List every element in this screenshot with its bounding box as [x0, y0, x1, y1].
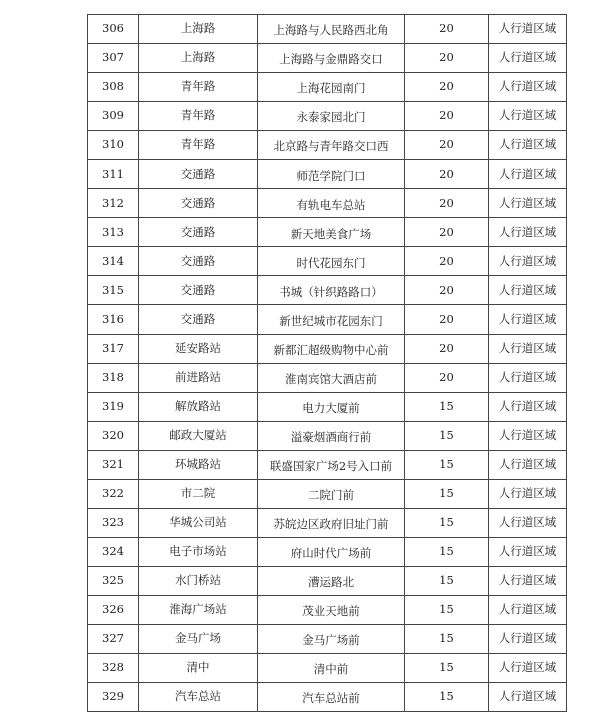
road-name-cell — [139, 363, 258, 392]
row-number-cell-text: 324 — [102, 544, 124, 559]
location-cell-text: 二院门前 — [308, 488, 354, 503]
count-cell-text: 20 — [439, 340, 454, 355]
road-name-cell-text: 交通路 — [180, 253, 216, 268]
count-cell — [405, 276, 489, 305]
road-name-cell-text: 市二院 — [180, 486, 216, 501]
location-cell — [258, 276, 405, 305]
table-row — [88, 44, 567, 73]
location-cell-text: 北京路与青年路交口西 — [273, 139, 389, 154]
area-cell — [489, 363, 567, 392]
location-cell-text: 书城（针织路路口） — [279, 284, 383, 299]
count-cell — [405, 537, 489, 566]
table-row — [88, 537, 567, 566]
area-cell-text: 人行道区域 — [498, 282, 557, 297]
row-number-cell — [88, 15, 139, 44]
location-cell — [258, 247, 405, 276]
row-number-cell — [88, 44, 139, 73]
area-cell — [489, 654, 567, 683]
location-cell — [258, 44, 405, 73]
area-cell-text: 人行道区域 — [498, 427, 557, 442]
table-body — [88, 15, 567, 712]
table-row — [88, 654, 567, 683]
road-name-cell-text: 交通路 — [180, 224, 216, 239]
road-name-cell-text: 淮海广场站 — [169, 602, 227, 617]
road-name-cell — [139, 334, 258, 363]
count-cell — [405, 334, 489, 363]
road-name-cell-text: 交通路 — [180, 195, 216, 210]
count-cell-text: 15 — [439, 602, 454, 617]
row-number-cell — [88, 334, 139, 363]
location-cell-text: 府山时代广场前 — [290, 546, 372, 561]
row-number-cell-text: 322 — [102, 486, 124, 501]
row-number-cell — [88, 305, 139, 334]
table-row — [88, 392, 567, 421]
row-number-cell-text: 325 — [102, 573, 124, 588]
row-number-cell-text: 321 — [102, 456, 124, 471]
location-cell — [258, 218, 405, 247]
row-number-cell-text: 309 — [102, 108, 124, 123]
count-cell-text: 15 — [439, 398, 454, 413]
row-number-cell — [88, 654, 139, 683]
location-cell-text: 新都汇超级购物中心前 — [273, 342, 389, 357]
road-name-cell — [139, 160, 258, 189]
row-number-cell-text: 327 — [102, 631, 124, 646]
table-row — [88, 566, 567, 595]
road-name-cell-text: 汽车总站 — [175, 689, 221, 704]
row-number-cell-text: 306 — [102, 21, 124, 36]
row-number-cell — [88, 247, 139, 276]
count-cell-text: 15 — [439, 515, 454, 530]
location-cell — [258, 421, 405, 450]
location-cell — [258, 654, 405, 683]
count-cell-text: 15 — [439, 689, 454, 704]
row-number-cell — [88, 131, 139, 160]
area-cell-text: 人行道区域 — [498, 456, 557, 471]
area-cell-text: 人行道区域 — [498, 224, 557, 239]
count-cell-text: 20 — [439, 195, 454, 210]
count-cell — [405, 189, 489, 218]
count-cell — [405, 624, 489, 653]
row-number-cell-text: 316 — [102, 311, 124, 326]
area-cell — [489, 508, 567, 537]
road-name-cell-text: 电子市场站 — [169, 544, 227, 559]
row-number-cell — [88, 363, 139, 392]
road-name-cell-text: 延安路站 — [175, 340, 221, 355]
row-number-cell — [88, 160, 139, 189]
row-number-cell — [88, 392, 139, 421]
row-number-cell — [88, 218, 139, 247]
location-cell-text: 淮南宾馆大酒店前 — [285, 371, 377, 386]
area-cell — [489, 479, 567, 508]
area-cell-text: 人行道区域 — [498, 21, 557, 36]
table-row — [88, 683, 567, 712]
road-name-cell-text: 青年路 — [180, 79, 216, 94]
count-cell — [405, 450, 489, 479]
count-cell — [405, 73, 489, 102]
area-cell-text: 人行道区域 — [498, 195, 557, 210]
row-number-cell-text: 307 — [102, 50, 124, 65]
location-cell — [258, 73, 405, 102]
location-cell-text: 联盛国家广场2号入口前 — [269, 458, 393, 473]
road-name-cell-text: 交通路 — [180, 166, 216, 181]
table-row — [88, 508, 567, 537]
row-number-cell — [88, 508, 139, 537]
count-cell — [405, 595, 489, 624]
location-cell — [258, 566, 405, 595]
row-number-cell-text: 323 — [102, 515, 124, 530]
row-number-cell-text: 314 — [102, 253, 124, 268]
road-name-cell — [139, 654, 258, 683]
location-cell — [258, 683, 405, 712]
table-row — [88, 102, 567, 131]
area-cell — [489, 131, 567, 160]
location-cell-text: 有轨电车总站 — [296, 197, 366, 212]
table-row — [88, 189, 567, 218]
table-row — [88, 218, 567, 247]
area-cell-text: 人行道区域 — [498, 340, 557, 355]
location-cell-text: 上海路与人民路西北角 — [273, 23, 389, 38]
row-number-cell-text: 326 — [102, 602, 124, 617]
row-number-cell — [88, 421, 139, 450]
row-number-cell-text: 310 — [102, 137, 124, 152]
area-cell-text: 人行道区域 — [498, 689, 557, 704]
area-cell — [489, 683, 567, 712]
area-cell — [489, 624, 567, 653]
count-cell-text: 20 — [439, 253, 454, 268]
area-cell — [489, 73, 567, 102]
row-number-cell — [88, 595, 139, 624]
road-name-cell-text: 环城路站 — [175, 456, 221, 471]
road-name-cell — [139, 537, 258, 566]
table-row — [88, 276, 567, 305]
area-cell — [489, 102, 567, 131]
area-cell-text: 人行道区域 — [498, 660, 557, 675]
count-cell — [405, 102, 489, 131]
bike-parking-table — [87, 14, 567, 712]
area-cell-text: 人行道区域 — [498, 311, 557, 326]
area-cell-text: 人行道区域 — [498, 369, 557, 384]
count-cell-text: 20 — [439, 311, 454, 326]
road-name-cell — [139, 392, 258, 421]
road-name-cell-text: 前进路站 — [175, 369, 221, 384]
road-name-cell-text: 交通路 — [180, 311, 216, 326]
location-cell — [258, 160, 405, 189]
area-cell — [489, 334, 567, 363]
road-name-cell — [139, 479, 258, 508]
count-cell — [405, 247, 489, 276]
row-number-cell-text: 318 — [102, 369, 124, 384]
area-cell-text: 人行道区域 — [498, 631, 557, 646]
location-cell-text: 金马广场前 — [302, 633, 360, 648]
row-number-cell-text: 315 — [102, 282, 124, 297]
road-name-cell — [139, 595, 258, 624]
road-name-cell — [139, 189, 258, 218]
count-cell-text: 20 — [439, 369, 454, 384]
table-row — [88, 131, 567, 160]
table-row — [88, 160, 567, 189]
road-name-cell — [139, 131, 258, 160]
area-cell-text: 人行道区域 — [498, 486, 557, 501]
area-cell — [489, 189, 567, 218]
row-number-cell — [88, 537, 139, 566]
location-cell-text: 新世纪城市花园东门 — [279, 313, 383, 328]
area-cell-text: 人行道区域 — [498, 166, 557, 181]
location-cell — [258, 305, 405, 334]
road-name-cell — [139, 305, 258, 334]
location-cell — [258, 102, 405, 131]
table-row — [88, 595, 567, 624]
location-cell — [258, 595, 405, 624]
row-number-cell — [88, 479, 139, 508]
count-cell — [405, 392, 489, 421]
row-number-cell — [88, 73, 139, 102]
count-cell — [405, 305, 489, 334]
row-number-cell — [88, 276, 139, 305]
count-cell — [405, 160, 489, 189]
location-cell-text: 上海路与金鼎路交口 — [279, 52, 383, 67]
row-number-cell — [88, 102, 139, 131]
count-cell — [405, 44, 489, 73]
count-cell — [405, 15, 489, 44]
location-cell — [258, 15, 405, 44]
location-cell — [258, 624, 405, 653]
row-number-cell-text: 320 — [102, 427, 124, 442]
road-name-cell — [139, 218, 258, 247]
road-name-cell-text: 华城公司站 — [169, 515, 227, 530]
table-row — [88, 421, 567, 450]
location-cell-text: 溢豪烟酒商行前 — [290, 429, 372, 444]
count-cell-text: 20 — [439, 79, 454, 94]
location-cell — [258, 479, 405, 508]
row-number-cell — [88, 624, 139, 653]
road-name-cell — [139, 624, 258, 653]
location-cell-text: 汽车总站前 — [302, 691, 360, 706]
count-cell — [405, 421, 489, 450]
location-cell-text: 茂业天地前 — [302, 604, 360, 619]
road-name-cell-text: 青年路 — [180, 108, 216, 123]
area-cell-text: 人行道区域 — [498, 602, 557, 617]
table-row — [88, 305, 567, 334]
count-cell-text: 20 — [439, 282, 454, 297]
location-cell — [258, 189, 405, 218]
row-number-cell — [88, 566, 139, 595]
count-cell-text: 15 — [439, 456, 454, 471]
area-cell — [489, 421, 567, 450]
area-cell — [489, 44, 567, 73]
road-name-cell — [139, 247, 258, 276]
count-cell — [405, 218, 489, 247]
road-name-cell — [139, 44, 258, 73]
count-cell — [405, 683, 489, 712]
area-cell-text: 人行道区域 — [498, 137, 557, 152]
location-cell — [258, 508, 405, 537]
road-name-cell — [139, 566, 258, 595]
count-cell-text: 15 — [439, 660, 454, 675]
row-number-cell-text: 319 — [102, 398, 124, 413]
table-row — [88, 15, 567, 44]
road-name-cell-text: 金马广场 — [175, 631, 221, 646]
count-cell-text: 20 — [439, 50, 454, 65]
area-cell — [489, 537, 567, 566]
road-name-cell-text: 上海路 — [180, 21, 216, 36]
area-cell — [489, 566, 567, 595]
area-cell-text: 人行道区域 — [498, 515, 557, 530]
road-name-cell-text: 交通路 — [180, 282, 216, 297]
location-cell-text: 电力大厦前 — [302, 400, 360, 415]
location-cell-text: 苏皖边区政府旧址门前 — [273, 517, 389, 532]
count-cell — [405, 566, 489, 595]
location-cell-text: 新天地美食广场 — [290, 226, 372, 241]
row-number-cell-text: 311 — [102, 166, 124, 181]
count-cell — [405, 363, 489, 392]
area-cell-text: 人行道区域 — [498, 253, 557, 268]
road-name-cell-text: 青年路 — [180, 137, 216, 152]
table-row — [88, 479, 567, 508]
count-cell-text: 15 — [439, 427, 454, 442]
row-number-cell — [88, 189, 139, 218]
area-cell — [489, 15, 567, 44]
road-name-cell-text: 清中 — [186, 660, 210, 675]
count-cell-text: 15 — [439, 631, 454, 646]
row-number-cell-text: 312 — [102, 195, 124, 210]
road-name-cell — [139, 15, 258, 44]
count-cell-text: 20 — [439, 166, 454, 181]
table-row — [88, 334, 567, 363]
table-row — [88, 247, 567, 276]
count-cell-text: 15 — [439, 544, 454, 559]
table-row — [88, 624, 567, 653]
area-cell — [489, 450, 567, 479]
location-cell-text: 上海花园南门 — [296, 81, 366, 96]
area-cell — [489, 247, 567, 276]
area-cell-text: 人行道区域 — [498, 79, 557, 94]
count-cell — [405, 131, 489, 160]
area-cell-text: 人行道区域 — [498, 398, 557, 413]
location-cell-text: 永泰家园北门 — [296, 110, 366, 125]
count-cell-text: 15 — [439, 486, 454, 501]
count-cell — [405, 654, 489, 683]
count-cell-text: 20 — [439, 224, 454, 239]
count-cell-text: 20 — [439, 137, 454, 152]
row-number-cell-text: 317 — [102, 340, 124, 355]
area-cell — [489, 305, 567, 334]
location-cell-text: 清中前 — [313, 662, 349, 677]
row-number-cell-text: 329 — [102, 689, 124, 704]
location-cell-text: 师范学院门口 — [296, 168, 366, 183]
count-cell-text: 20 — [439, 21, 454, 36]
area-cell — [489, 218, 567, 247]
row-number-cell-text: 328 — [102, 660, 124, 675]
row-number-cell-text: 308 — [102, 79, 124, 94]
location-cell — [258, 131, 405, 160]
count-cell — [405, 479, 489, 508]
count-cell-text: 20 — [439, 108, 454, 123]
road-name-cell-text: 上海路 — [180, 50, 216, 65]
road-name-cell-text: 邮政大厦站 — [169, 427, 227, 442]
area-cell-text: 人行道区域 — [498, 544, 557, 559]
road-name-cell-text: 解放路站 — [175, 398, 221, 413]
location-cell — [258, 537, 405, 566]
area-cell-text: 人行道区域 — [498, 573, 557, 588]
row-number-cell — [88, 450, 139, 479]
road-name-cell — [139, 276, 258, 305]
table-row — [88, 73, 567, 102]
area-cell — [489, 276, 567, 305]
area-cell — [489, 160, 567, 189]
row-number-cell-text: 313 — [102, 224, 124, 239]
road-name-cell-text: 水门桥站 — [175, 573, 221, 588]
area-cell — [489, 392, 567, 421]
count-cell-text: 15 — [439, 573, 454, 588]
count-cell — [405, 508, 489, 537]
location-cell — [258, 334, 405, 363]
table-row — [88, 363, 567, 392]
location-cell-text: 漕运路北 — [308, 575, 354, 590]
location-cell-text: 时代花园东门 — [296, 255, 366, 270]
road-name-cell — [139, 450, 258, 479]
table-row — [88, 450, 567, 479]
road-name-cell — [139, 683, 258, 712]
road-name-cell — [139, 102, 258, 131]
location-cell — [258, 392, 405, 421]
row-number-cell — [88, 683, 139, 712]
area-cell-text: 人行道区域 — [498, 108, 557, 123]
road-name-cell — [139, 73, 258, 102]
area-cell-text: 人行道区域 — [498, 50, 557, 65]
location-cell — [258, 450, 405, 479]
road-name-cell — [139, 421, 258, 450]
area-cell — [489, 595, 567, 624]
road-name-cell — [139, 508, 258, 537]
location-cell — [258, 363, 405, 392]
